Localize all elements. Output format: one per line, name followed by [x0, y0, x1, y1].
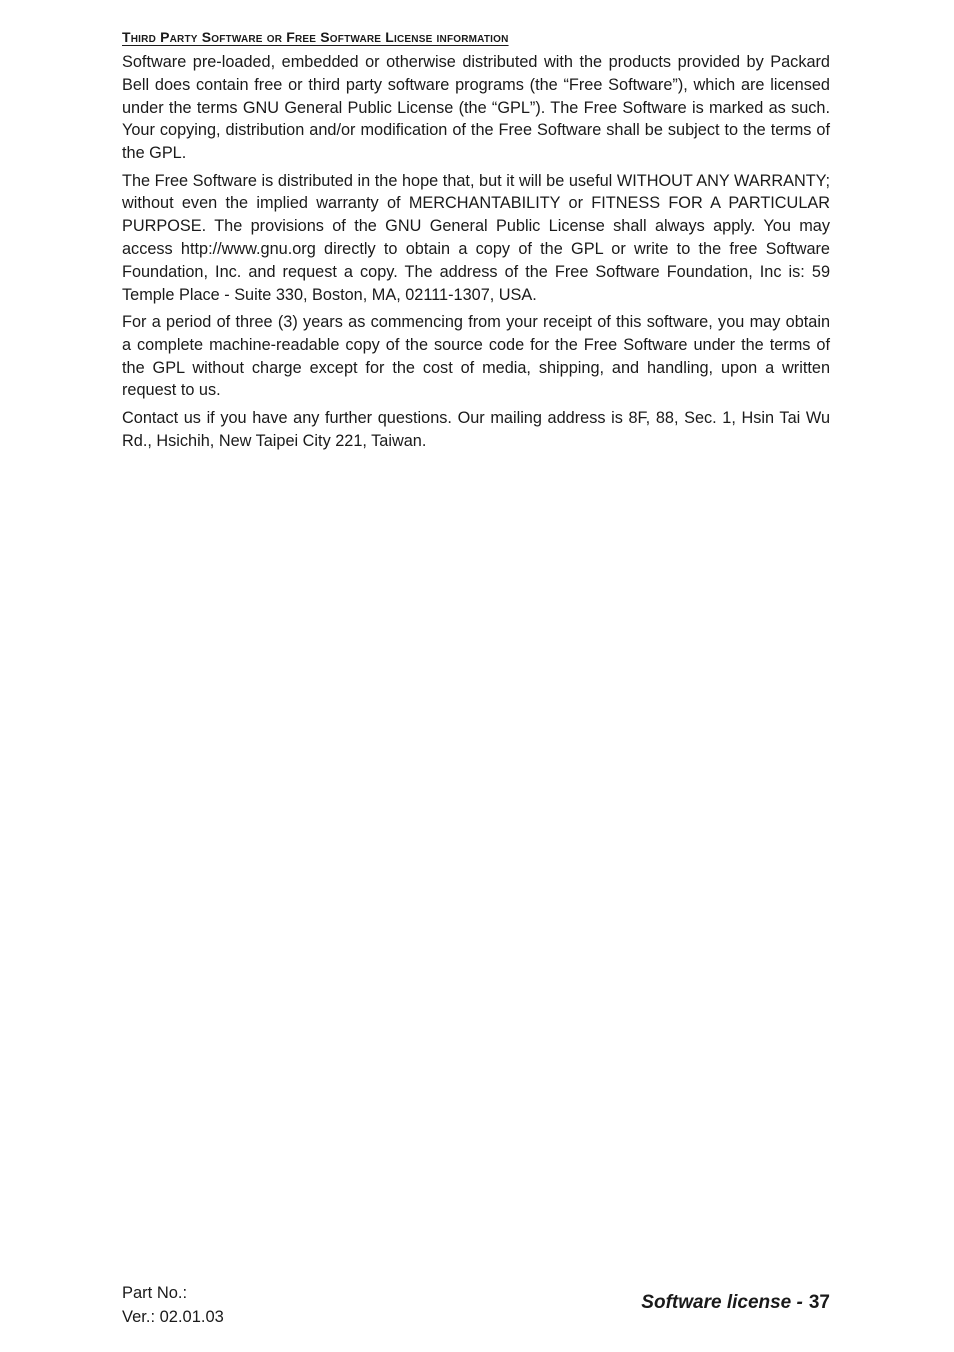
- footer-part-number: Part No.:: [122, 1284, 188, 1302]
- document-body: [122, 26, 830, 457]
- paragraph-warranty-disclaimer: The Free Software is distributed in the hope that, but it will be useful WITHOUT ANY WARRANTY; without even the implied warranty of MERCHANTABILITY or FITNESS FOR A PARTICULAR PURPOSE. The provisions of the GNU General Public License shall always apply. You may access http://www.gnu.org directly to obtain a copy of the GPL or write to the free Software Foundation, Inc. and request a copy. The address of the Free Software Foundation, Inc is: 59 Temple Place - Suite 330, Boston, MA, 02111-1307, USA.: [122, 171, 830, 304]
- footer-part-info: [122, 1281, 224, 1329]
- page-number: 37: [808, 1292, 830, 1313]
- paragraph-source-code-offer: For a period of three (3) years as commencing from your receipt of this software, you may obtain a complete machine-readable copy of the source code for the Free Software under the terms of the GPL without charge except for the cost of media, shipping, and handling, upon a written request to us.: [122, 312, 830, 400]
- paragraph-free-software-notice: Software pre-loaded, embedded or otherwise distributed with the products provided by Packard Bell does contain free or third party software programs (the “Free Software”), which are licensed under the terms GNU General Public License (the “GPL”). The Free Software is marked as such. Your copying, distribution and/or modification of the Free Software shall be subject to the terms of the GPL.: [122, 53, 830, 163]
- footer-page-label: [641, 1290, 830, 1316]
- paragraph-contact-address: Contact us if you have any further questions. Our mailing address is 8F, 88, Sec. 1, Hsin Tai Wu Rd., Hsichih, New Taipei City 221, Taiwan.: [122, 408, 830, 450]
- footer-version: Ver.: 02.01.03: [122, 1308, 224, 1326]
- footer-section-name: Software license -: [641, 1292, 803, 1313]
- section-heading: Third Party Software or Free Software License information: [122, 29, 509, 45]
